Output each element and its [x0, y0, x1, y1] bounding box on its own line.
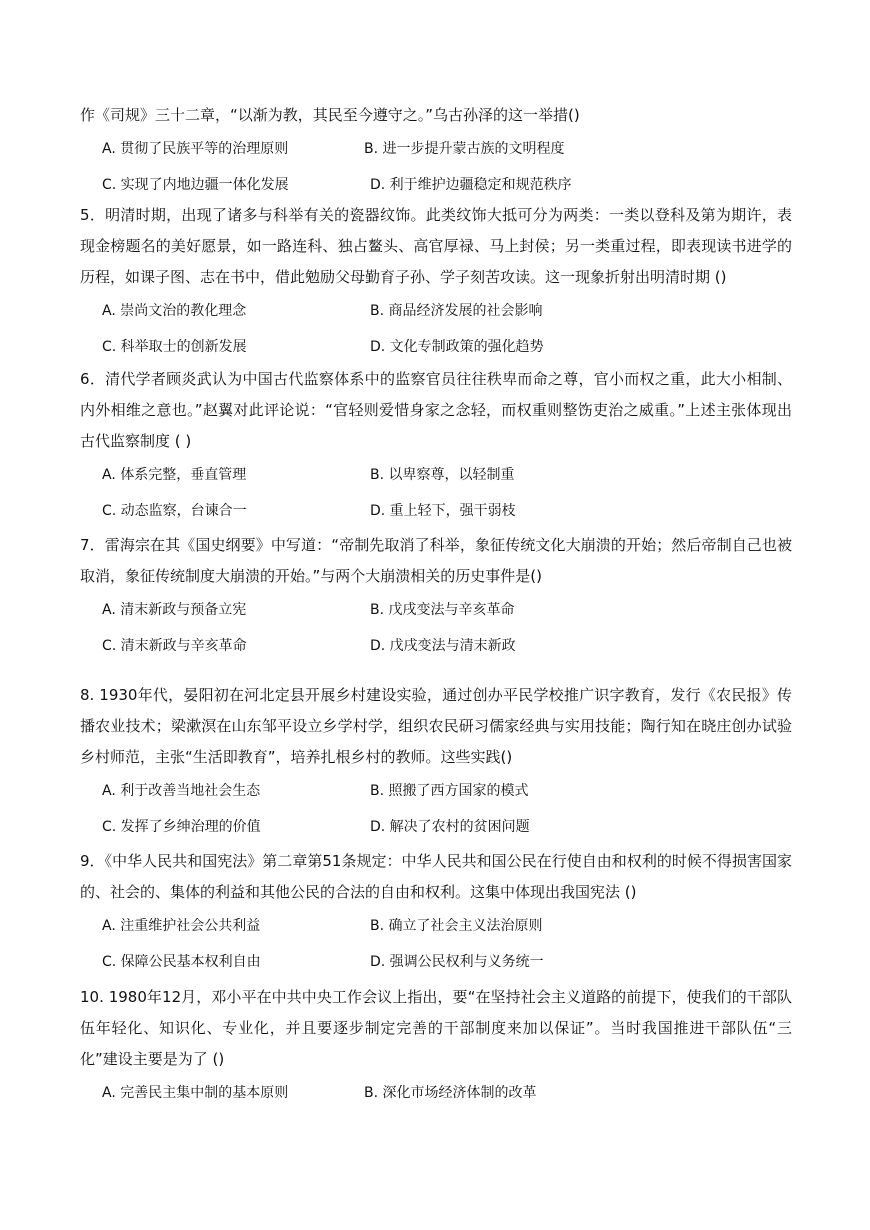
option-b: B. 商品经济发展的社会影响: [370, 303, 543, 319]
options-row: [102, 131, 792, 167]
option-a: A. 崇尚文治的教化理念: [102, 303, 247, 319]
option-c: C. 清末新政与辛亥革命: [102, 638, 247, 654]
question-8: [80, 680, 792, 845]
option-b: B. 确立了社会主义法治原则: [370, 918, 543, 934]
question-stem: 6．清代学者顾炎武认为中国古代监察体系中的监察官员往往秩卑而命之尊，官小而权之重，此大小相制、内外相维之意也。”赵翼对此评论说：“官轻则爱惜身家之念轻，而权重则整饬吏治之威重。”上述主张体现出古代监察制度 ( ): [80, 370, 792, 450]
options-row: [102, 592, 792, 628]
options-row: [102, 1075, 792, 1111]
option-b: B. 进一步提升蒙古族的文明程度: [364, 141, 565, 157]
question-5: [80, 200, 792, 365]
option-d: D. 强调公民权利与义务统一: [370, 954, 544, 970]
option-c: C. 动态监察，台谏合一: [102, 503, 247, 519]
options-row: [102, 457, 792, 493]
option-b: B. 深化市场经济体制的改革: [364, 1085, 537, 1101]
option-c: C. 保障公民基本权利自由: [102, 954, 261, 970]
option-d: D. 利于维护边疆稳定和规范秩序: [370, 177, 572, 193]
question-stem: 7．雷海宗在其《国史纲要》中写道：“帝制先取消了科举，象征传统文化大崩溃的开始；然后帝制自己也被取消，象征传统制度大崩溃的开始。”与两个大崩溃相关的历史事件是(): [80, 536, 792, 585]
option-d: D. 解决了农村的贫困问题: [370, 819, 530, 835]
option-b: B. 以卑察尊，以轻制重: [370, 467, 515, 483]
question-10: [80, 982, 792, 1111]
question-9: [80, 846, 792, 980]
question-stem: 8. 1930年代，晏阳初在河北定县开展乡村建设实验，通过创办平民学校推广识字教育，发行《农民报》传播农业技术；梁漱溟在山东邹平设立乡学村学，组织农民研习儒家经典与实用技能；陶行知在晓庄创办试验乡村师范，主张“生活即教育”，培养扎根乡村的教师。这些实践(): [80, 686, 792, 766]
options-row: [102, 293, 792, 329]
option-c: C. 科举取士的创新发展: [102, 339, 247, 355]
option-d: D. 戊戌变法与清末新政: [370, 638, 516, 654]
option-b: B. 戊戌变法与辛亥革命: [370, 602, 515, 618]
options-row: [102, 908, 792, 944]
question-stem: 10. 1980年12月，邓小平在中共中央工作会议上指出，要“在坚持社会主义道路的前提下，使我们的干部队伍年轻化、知识化、专业化，并且要逐步制定完善的干部制度来加以保证”。当时我国推进干部队伍“三化”建设主要是为了 (): [80, 988, 792, 1068]
question-7: [80, 530, 792, 664]
option-b: B. 照搬了西方国家的模式: [370, 783, 529, 799]
options-row: [102, 167, 792, 203]
option-a: A. 体系完整，垂直管理: [102, 467, 247, 483]
option-d: D. 文化专制政策的强化趋势: [370, 339, 544, 355]
options-row: [102, 809, 792, 845]
option-a: A. 清末新政与预备立宪: [102, 602, 247, 618]
question-4: [80, 100, 792, 203]
options-row: [102, 944, 792, 980]
option-d: D. 重上轻下，强干弱枝: [370, 503, 516, 519]
option-a: A. 完善民主集中制的基本原则: [102, 1085, 289, 1101]
options-row: [102, 628, 792, 664]
question-stem: 作《司规》三十二章，“以渐为教，其民至今遵守之。”乌古孙泽的这一举措(): [80, 106, 580, 124]
options-row: [102, 329, 792, 365]
option-a: A. 贯彻了民族平等的治理原则: [102, 141, 289, 157]
option-a: A. 利于改善当地社会生态: [102, 783, 261, 799]
option-c: C. 发挥了乡绅治理的价值: [102, 819, 261, 835]
question-stem: 9．《中华人民共和国宪法》第二章第51条规定：中华人民共和国公民在行使自由和权利的时候不得损害国家的、社会的、集体的利益和其他公民的合法的自由和权利。这集中体现出我国宪法 (): [80, 852, 792, 901]
option-c: C. 实现了内地边疆一体化发展: [102, 177, 289, 193]
options-row: [102, 773, 792, 809]
question-6: [80, 364, 792, 529]
question-stem: 5．明清时期，出现了诸多与科举有关的瓷器纹饰。此类纹饰大抵可分为两类：一类以登科及第为期许，表现金榜题名的美好愿景，如一路连科、独占鳌头、高官厚禄、马上封侯；另一类重过程，即表现读书进学的历程，如课子图、志在书中，借此勉励父母勤育子孙、学子刻苦攻读。这一现象折射出明清时期 (): [80, 206, 792, 286]
options-row: [102, 493, 792, 529]
option-a: A. 注重维护社会公共利益: [102, 918, 261, 934]
